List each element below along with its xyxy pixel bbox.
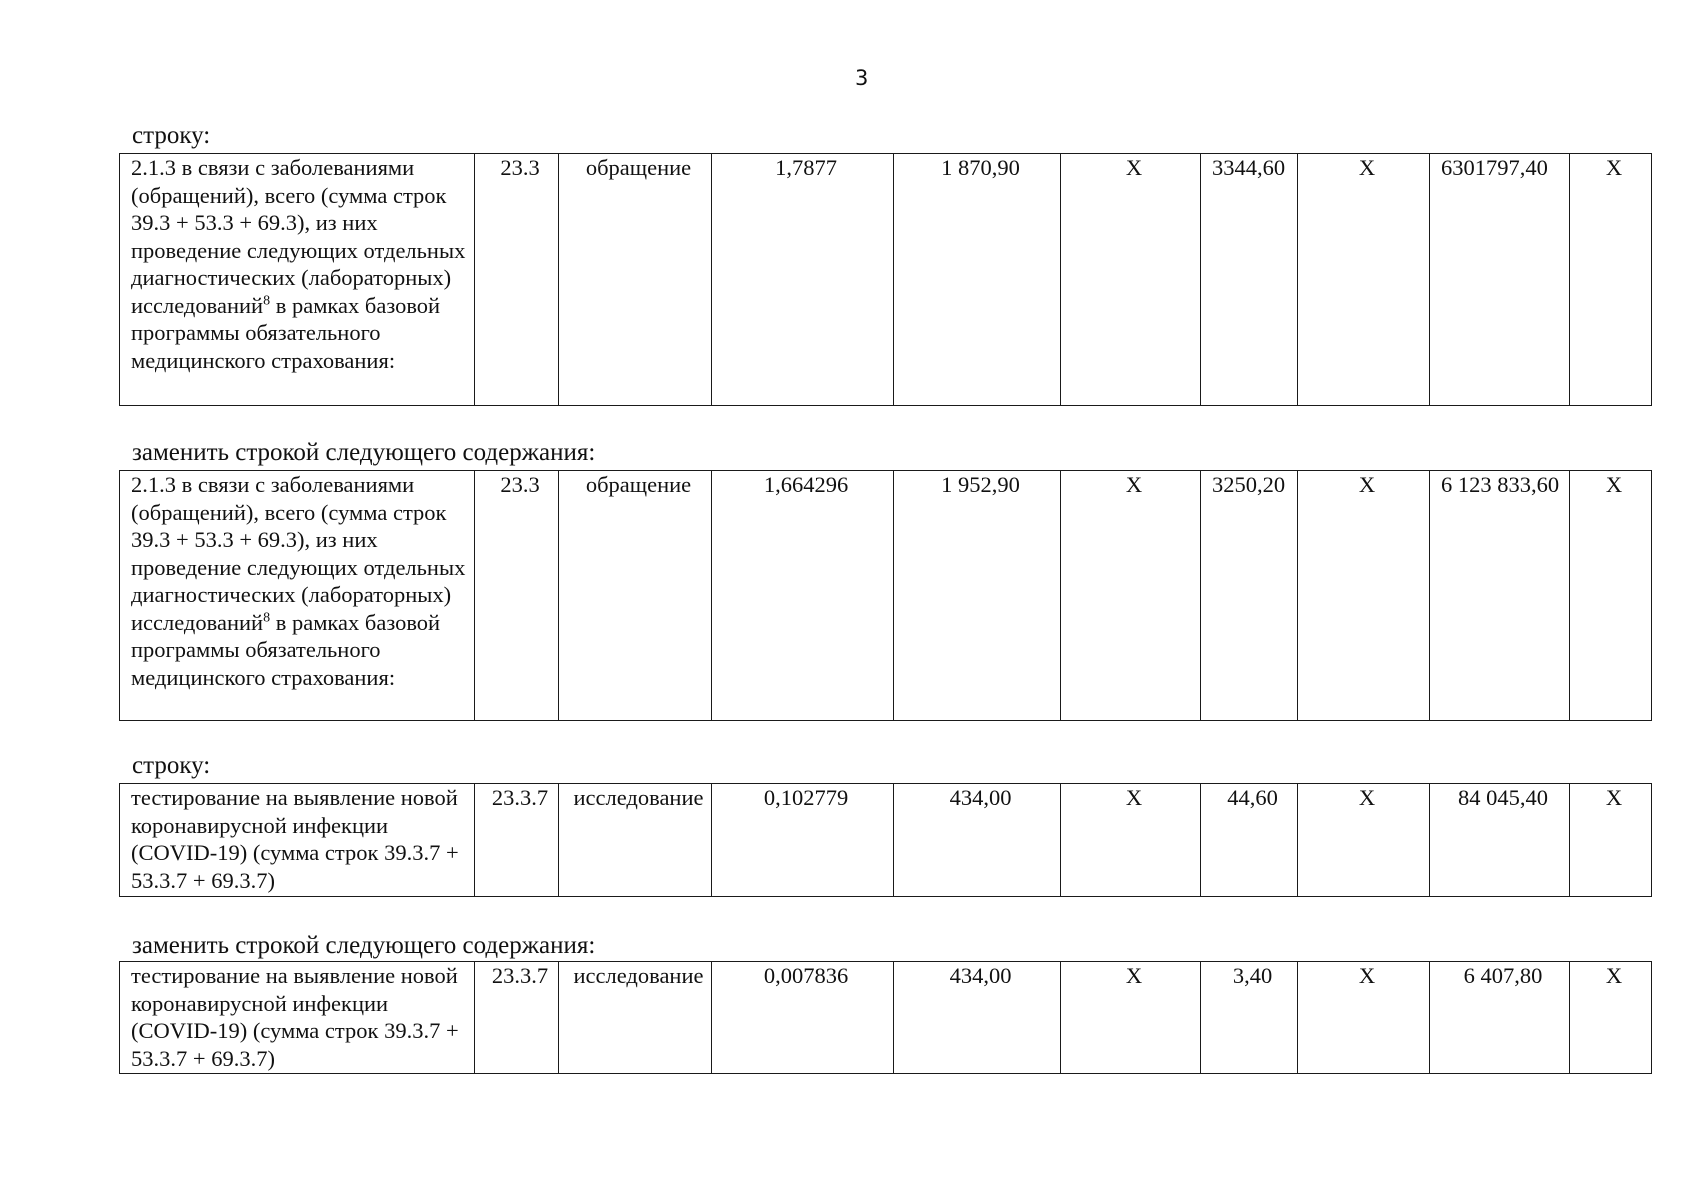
row-col10-cell: X [1570,962,1652,1074]
row-name-cell: тестирование на выявление новой коронавирусной инфекции (COVID-19) (сумма строк 39.3.7 + 53.3.7 + 69.3.7) [120,784,475,897]
section-label-1: строку: [132,122,211,149]
row-volume-cell: 1,7877 [712,154,894,406]
table-row [120,471,1652,721]
row-col9-cell: 84 045,40 [1430,784,1570,897]
table-old-row-2-1-3 [119,153,1652,406]
row-name-cell: 2.1.3 в связи с заболеваниями (обращений), всего (сумма строк 39.3 + 53.3 + 69.3), из них проведение следующих отдельных диагностических (лабораторных) исследований$^8$ в рамках базовой программы обязательного медицинского страхования: [120,471,475,721]
row-col9-cell: 6 123 833,60 [1430,471,1570,721]
table-old-row-23-3-7 [119,783,1652,897]
table-row [120,154,1652,406]
row-code-cell: 23.3 [475,471,559,721]
row-col8-cell: X [1298,471,1430,721]
row-col7-cell: 3250,20 [1201,471,1298,721]
row-col6-cell: X [1061,471,1201,721]
row-volume-cell: 1,664296 [712,471,894,721]
row-unit-cell: исследование [559,962,712,1074]
footnote-mark: 8 [263,610,271,625]
table-row [120,784,1652,897]
row-code-cell: 23.3.7 [475,962,559,1074]
section-label-4: заменить строкой следующего содержания: [132,932,596,959]
row-col8-cell: X [1298,784,1430,897]
row-col9-cell: 6 407,80 [1430,962,1570,1074]
footnote-mark: 8 [263,293,271,308]
table-new-row-23-3-7 [119,961,1652,1074]
row-col10-cell: X [1570,154,1652,406]
row-cost-cell: 1 870,90 [894,154,1061,406]
row-col10-cell: X [1570,784,1652,897]
row-cost-cell: 434,00 [894,784,1061,897]
row-cost-cell: 434,00 [894,962,1061,1074]
row-cost-cell: 1 952,90 [894,471,1061,721]
row-code-cell: 23.3 [475,154,559,406]
table-new-row-2-1-3 [119,470,1652,721]
row-name-cell: 2.1.3 в связи с заболеваниями (обращений), всего (сумма строк 39.3 + 53.3 + 69.3), из них проведение следующих отдельных диагностических (лабораторных) исследований$^8$ в рамках базовой программы обязательного медицинского страхования: [120,154,475,406]
section-label-3: строку: [132,752,211,779]
section-label-2: заменить строкой следующего содержания: [132,439,596,466]
row-unit-cell: обращение [559,471,712,721]
row-col7-cell: 3344,60 [1201,154,1298,406]
row-col10-cell: X [1570,471,1652,721]
table-row [120,962,1652,1074]
row-code-cell: 23.3.7 [475,784,559,897]
row-col7-cell: 44,60 [1201,784,1298,897]
row-col8-cell: X [1298,962,1430,1074]
row-col8-cell: X [1298,154,1430,406]
row-volume-cell: 0,102779 [712,784,894,897]
row-col7-cell: 3,40 [1201,962,1298,1074]
row-unit-cell: обращение [559,154,712,406]
page-number: 3 [855,66,869,90]
row-col6-cell: X [1061,784,1201,897]
row-col6-cell: X [1061,962,1201,1074]
row-name-cell: тестирование на выявление новой коронавирусной инфекции (COVID-19) (сумма строк 39.3.7 + 53.3.7 + 69.3.7) [120,962,475,1074]
row-volume-cell: 0,007836 [712,962,894,1074]
row-unit-cell: исследование [559,784,712,897]
row-col9-cell: 6301797,40 [1430,154,1570,406]
row-col6-cell: X [1061,154,1201,406]
